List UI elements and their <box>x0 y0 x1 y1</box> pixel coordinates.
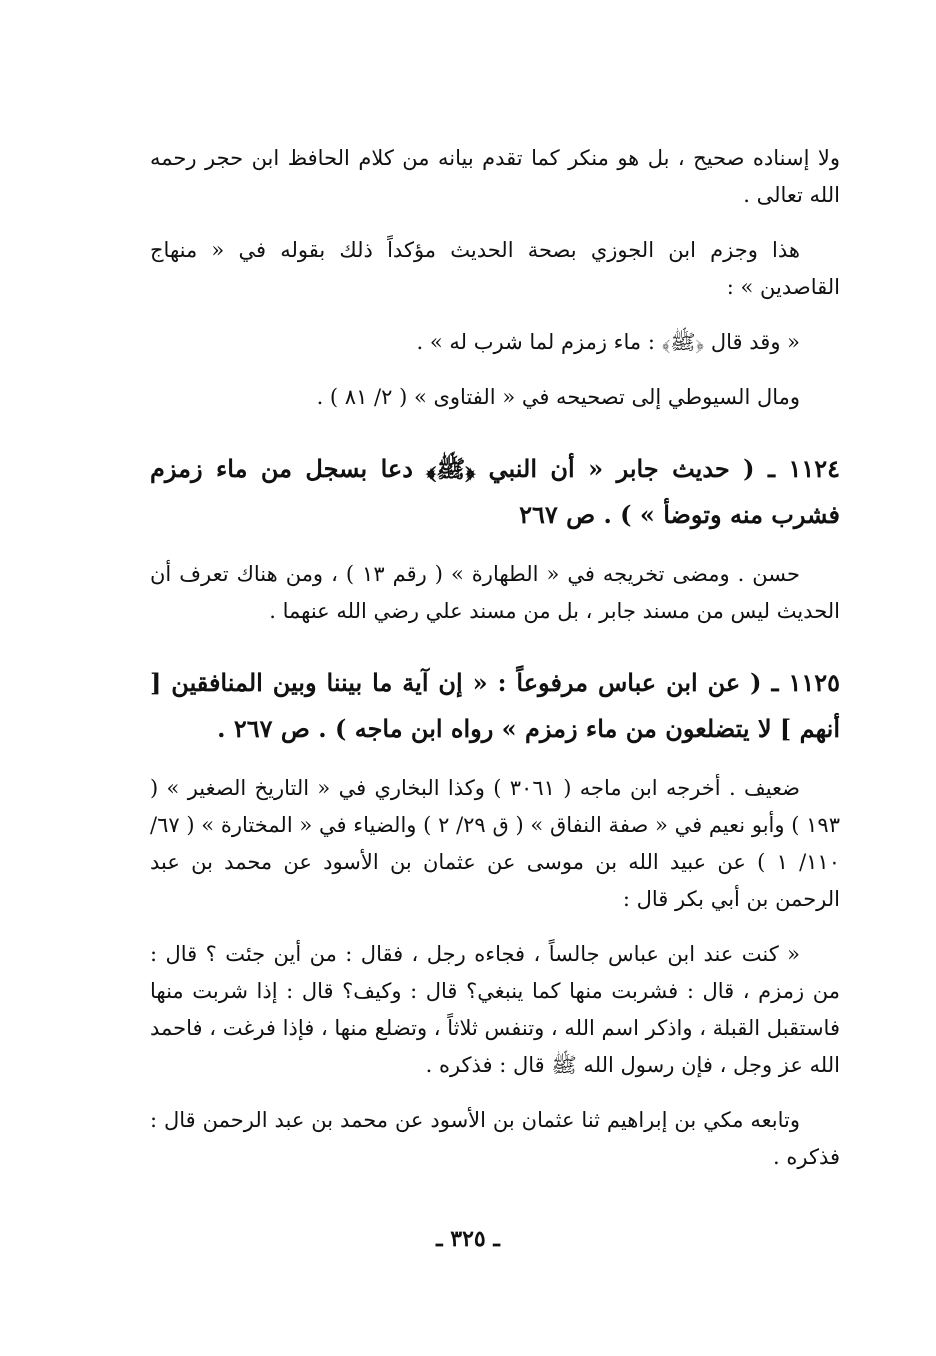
hadith-heading-text: ١١٢٤ ـ ( حديث جابر « أن النبي ﴿ﷺ﴾ دعا بسجل من ماء زمزم فشرب منه وتوضأ » ) . ص ٢٦٧ <box>150 454 840 529</box>
paragraph-daif <box>150 770 840 918</box>
page-body <box>150 140 840 1194</box>
paragraph-quote <box>150 324 840 361</box>
paragraph-text: وتابعه مكي بن إبراهيم ثنا عثمان بن الأسود عن محمد بن عبد الرحمن قال : فذكره . <box>150 1108 840 1169</box>
paragraph-narration <box>150 936 840 1084</box>
paragraph-ibn-al-jawzi <box>150 232 840 306</box>
paragraph-text: « وقد قال ﴿ﷺ﴾ : ماء زمزم لما شرب له » . <box>416 330 800 354</box>
paragraph-text: « كنت عند ابن عباس جالساً ، فجاءه رجل ، فقال : من أين جئت ؟ قال : من زمزم ، قال : فشربت منها كما ينبغي؟ قال : وكيف؟ قال : إذا شربت منها فاستقبل القبلة ، واذكر اسم الله ، وتنفس ثلاثاً ، وتضلع منها ، فإذا فرغت ، فاحمد الله عز وجل ، فإن رسول الله ﷺ قال : فذكره . <box>150 942 840 1077</box>
paragraph-text: ولا إسناده صحيح ، بل هو منكر كما تقدم بيانه من كلام الحافظ ابن حجر رحمه الله تعالى . <box>150 146 840 207</box>
paragraph-suyuti <box>150 379 840 416</box>
paragraph-text: ضعيف . أخرجه ابن ماجه ( ٣٠٦١ ) وكذا البخاري في « التاريخ الصغير » ( ١٩٣ ) وأبو نعيم في « صفة النفاق » ( ق ٢٩/ ٢ ) والضياء في « المختارة » ( ٦٧/ ١١٠/ ١ ) عن عبيد الله بن موسى عن عثمان بن الأسود عن محمد بن عبد الرحمن بن أبي بكر قال : <box>150 776 840 911</box>
paragraph-mutaba <box>150 1102 840 1176</box>
paragraph-continuation <box>150 140 840 214</box>
hadith-heading-text: ١١٢٥ ـ ( عن ابن عباس مرفوعاً : « إن آية ما بيننا وبين المنافقين [ أنهم ] لا يتضلعون من ماء زمزم » رواه ابن ماجه ) . ص ٢٦٧ . <box>150 668 840 743</box>
paragraph-text: حسن . ومضى تخريجه في « الطهارة » ( رقم ١٣ ) ، ومن هناك تعرف أن الحديث ليس من مسند جابر ، بل من مسند علي رضي الله عنهما . <box>150 562 840 623</box>
paragraph-text: ومال السيوطي إلى تصحيحه في « الفتاوى » ( ٢/ ٨١ ) . <box>316 385 800 409</box>
paragraph-hasan <box>150 556 840 630</box>
hadith-heading-1124 <box>150 446 840 538</box>
page-number: ـ ٣٢٥ ـ <box>436 1226 500 1252</box>
hadith-heading-1125 <box>150 660 840 752</box>
paragraph-text: هذا وجزم ابن الجوزي بصحة الحديث مؤكداً ذلك بقوله في « منهاج القاصدين » : <box>150 238 840 299</box>
